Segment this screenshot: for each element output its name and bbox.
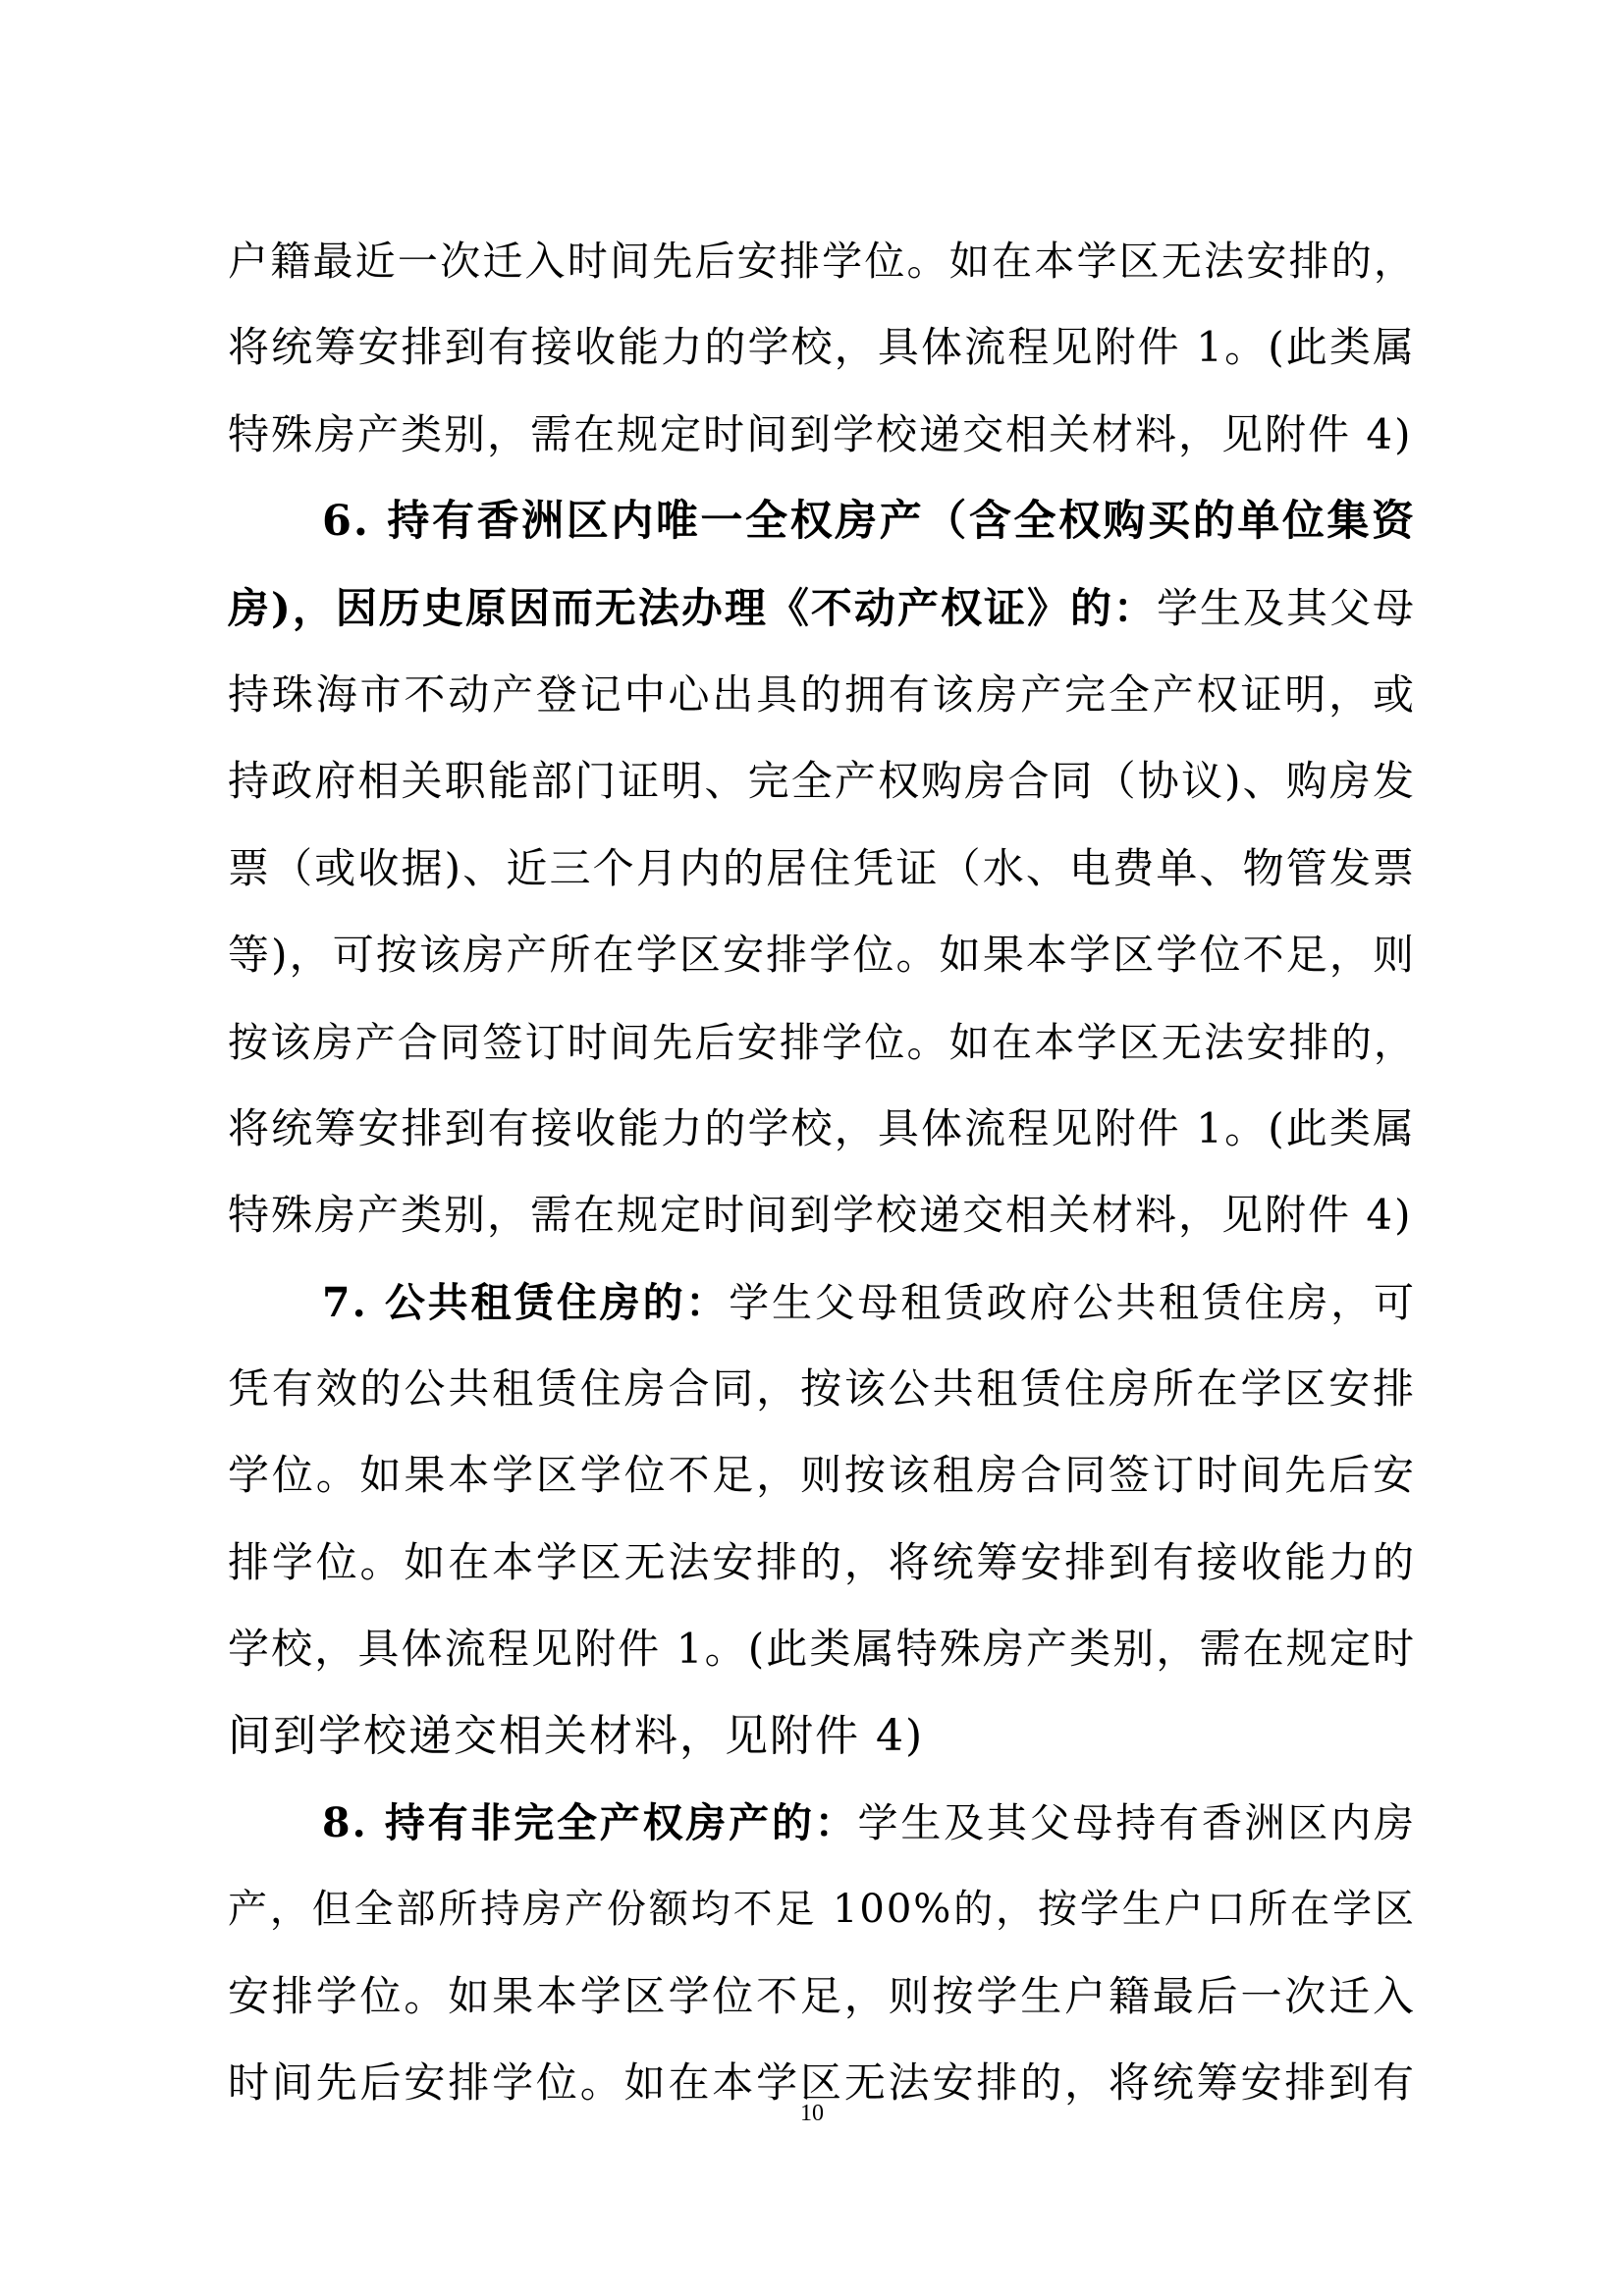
text-line: 安排学位。如果本学区学位不足，则按学生户籍最后一次迁入 xyxy=(228,1971,1416,2020)
text-line: 特殊房产类别，需在规定时间到学校递交相关材料，见附件 4) xyxy=(228,1191,1413,1240)
text-line: 户籍最近一次迁入时间先后安排学位。如在本学区无法安排的， xyxy=(228,238,1416,285)
text-line: 票（或收据)、近三个月内的居住凭证（水、电费单、物管发票 xyxy=(228,843,1416,892)
text-line: 持政府相关职能部门证明、完全产权购房合同（协议)、购房发 xyxy=(228,757,1416,806)
text-line: 将统筹安排到有接收能力的学校，具体流程见附件 1。(此类属 xyxy=(228,323,1416,372)
text-line: 产，但全部所持房产份额均不足 100%的，按学生户口所在学区 xyxy=(228,1887,1416,1933)
text-line: 房)，因历史原因而无法办理《不动产权证》的：学生及其父母 xyxy=(228,583,1416,632)
section-heading-7: 7. 公共租赁住房的：学生父母租赁政府公共租赁住房，可 xyxy=(322,1278,1416,1326)
text-line: 等)，可按该房产所在学区安排学位。如果本学区学位不足，则 xyxy=(228,931,1416,980)
text-line: 将统筹安排到有接收能力的学校，具体流程见附件 1。(此类属 xyxy=(228,1103,1416,1152)
document-body xyxy=(228,218,1416,2127)
text-line: 间到学校递交相关材料，见附件 4) xyxy=(228,1710,925,1761)
text-line: 按该房产合同签订时间先后安排学位。如在本学区无法安排的， xyxy=(228,1018,1416,1066)
text-line: 时间先后安排学位。如在本学区无法安排的，将统筹安排到有 xyxy=(228,2058,1416,2108)
text-line: 排学位。如在本学区无法安排的，将统筹安排到有接收能力的 xyxy=(228,1537,1416,1586)
section-heading-8: 8. 持有非完全产权房产的：学生及其父母持有香洲区内房 xyxy=(322,1799,1417,1847)
page-number: 10 xyxy=(800,2101,824,2126)
text-line: 学校，具体流程见附件 1。(此类属特殊房产类别，需在规定时 xyxy=(228,1625,1416,1674)
text-line: 学位。如果本学区学位不足，则按该租房合同签订时间先后安 xyxy=(228,1451,1416,1500)
text-line: 凭有效的公共租赁住房合同，按该公共租赁住房所在学区安排 xyxy=(228,1364,1416,1414)
text-line: 持珠海市不动产登记中心出具的拥有该房产完全产权证明，或 xyxy=(228,669,1416,719)
section-heading-6: 6. 持有香洲区内唯一全权房产（含全权购买的单位集资 xyxy=(322,497,1416,547)
text-line: 特殊房产类别，需在规定时间到学校递交相关材料，见附件 4) xyxy=(228,409,1413,458)
